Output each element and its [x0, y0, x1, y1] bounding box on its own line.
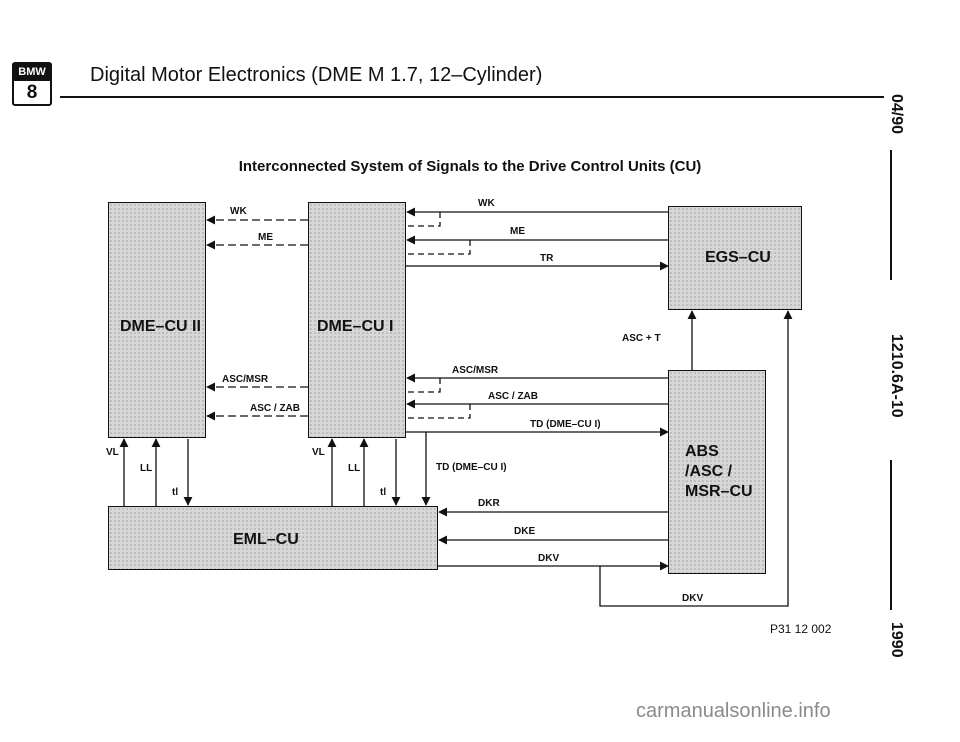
abs-label-line-3: MSR–CU [685, 483, 753, 500]
label-asc-msr-left: ASC/MSR [222, 374, 269, 385]
label-dkv-bottom: DKV [682, 593, 704, 604]
logo-number: 8 [26, 82, 38, 103]
label-me-right: ME [510, 226, 525, 237]
label-vl-left: VL [106, 447, 119, 458]
eml-cu-label: EML–CU [233, 531, 299, 548]
logo-brand: BMW [14, 64, 50, 81]
label-ll-left: LL [140, 463, 153, 474]
label-asc-t: ASC + T [622, 333, 661, 344]
label-vl-mid: VL [312, 447, 325, 458]
label-tl-left: tl [172, 487, 179, 498]
abs-label-line-1: ABS [685, 443, 719, 460]
label-asc-zab-right: ASC / ZAB [488, 391, 538, 402]
label-dkr: DKR [478, 498, 500, 509]
me-right-dashed [407, 240, 470, 254]
label-dke: DKE [514, 526, 536, 537]
label-me-left: ME [258, 232, 273, 243]
label-wk-left: WK [230, 206, 247, 217]
label-tr: TR [540, 253, 554, 264]
label-wk-right: WK [478, 198, 495, 209]
label-asc-zab-left: ASC / ZAB [250, 403, 300, 414]
asc-zab-right-dashed [407, 404, 470, 418]
margin-year: 1990 [888, 622, 905, 658]
wk-right-dashed [407, 212, 440, 226]
egs-cu-label: EGS–CU [705, 249, 771, 266]
diagram-title: Interconnected System of Signals to the Drive Control Units (CU) [238, 158, 702, 175]
dme-cu-2-label: DME–CU II [120, 318, 201, 335]
label-ll-mid: LL [348, 463, 361, 474]
margin-doc-number: 1210.6A-10 [888, 334, 905, 418]
margin-date: 04/90 [888, 94, 905, 135]
label-td-dme1: TD (DME–CU I) [530, 419, 601, 430]
label-td-dme1-eml: TD (DME–CU I) [436, 462, 507, 473]
figure-id: P31 12 002 [770, 622, 832, 636]
dkv-bottom-line [600, 311, 788, 606]
watermark: carmanualsonline.info [636, 700, 831, 722]
abs-label-line-2: /ASC / [685, 463, 733, 480]
label-dkv: DKV [538, 553, 560, 564]
dme-cu-1-label: DME–CU I [317, 318, 394, 335]
label-asc-msr-right: ASC/MSR [452, 365, 499, 376]
asc-msr-right-dashed [407, 378, 440, 392]
page-title: Digital Motor Electronics (DME M 1.7, 12–Cylinder) [90, 64, 543, 86]
label-tl-mid: tl [380, 487, 387, 498]
